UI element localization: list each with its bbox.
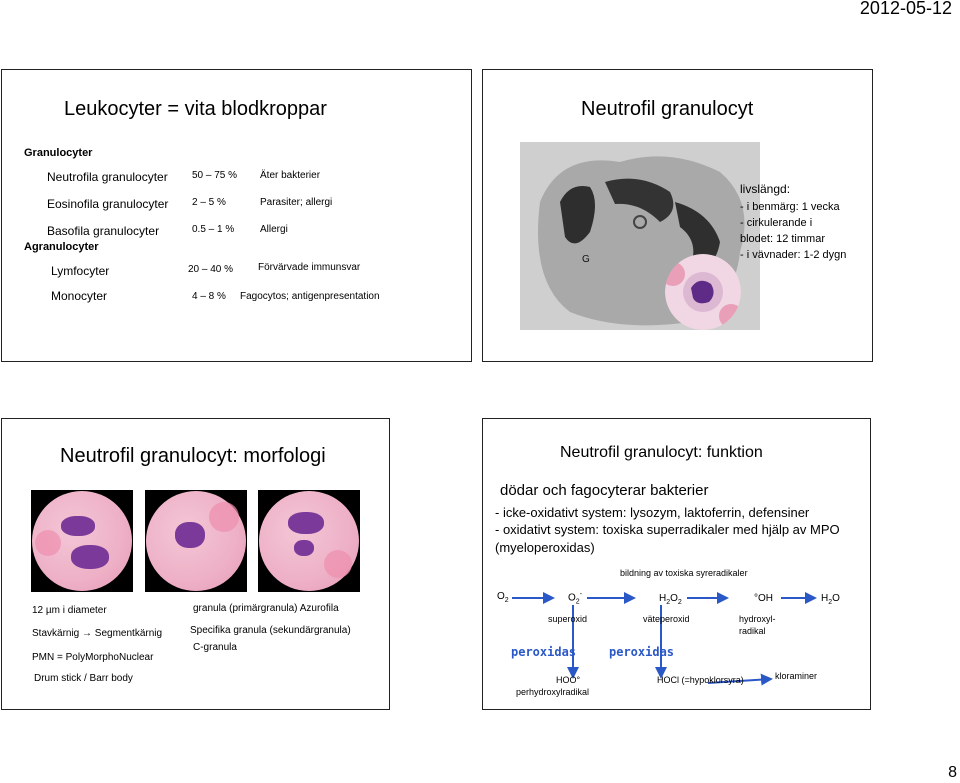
label-hydroxyl: hydroxyl- xyxy=(739,614,776,624)
slide-funktion xyxy=(482,418,871,710)
species-h2o: $H_2O$ xyxy=(821,593,840,606)
granula-item: granula (primärgranula) Azurofila xyxy=(193,603,339,614)
slide-neutrofil xyxy=(482,69,873,362)
blood-smear-image-3 xyxy=(258,490,360,592)
morph-item: PMN = PolyMorphoNuclear xyxy=(32,652,154,663)
lifespan-item: blodet: 12 timmar xyxy=(740,233,825,245)
blood-smear-image-2 xyxy=(145,490,247,592)
row-function: Äter bakterier xyxy=(260,170,321,181)
species-superoxide: $O_2^-$ xyxy=(568,591,583,606)
agranulocyter-heading: Agranulocyter xyxy=(24,241,99,253)
peroxidas-label: peroxidas xyxy=(511,645,577,659)
lifespan-item: - cirkulerande i xyxy=(740,217,813,229)
peroxidas-label: peroxidas xyxy=(609,645,675,659)
granula-item: Specifika granula (sekundärgranula) xyxy=(190,625,351,636)
granulocyter-heading: Granulocyter xyxy=(24,147,93,159)
row-percent: 2 – 5 % xyxy=(192,197,226,208)
row-function: Allergi xyxy=(260,224,288,235)
row-name: Monocyter xyxy=(51,289,108,303)
slide-title: Leukocyter = vita blodkroppar xyxy=(64,98,327,120)
label-superoxid: superoxid xyxy=(548,614,588,624)
row-name: Neutrofila granulocyter xyxy=(47,170,168,184)
row-function: Förvärvade immunsvar xyxy=(258,262,361,273)
header-date: 2012-05-12 xyxy=(859,0,952,18)
species-o2: $O_2$ xyxy=(497,591,509,604)
species-oh: °OH xyxy=(754,593,773,604)
blood-smear-image-1 xyxy=(31,490,133,592)
species-hoo: HOO° xyxy=(556,675,581,685)
slide-title: Neutrofil granulocyt: funktion xyxy=(560,444,763,461)
row-function: Parasiter; allergi xyxy=(260,197,333,208)
row-function: Fagocytos; antigenpresentation xyxy=(240,291,380,302)
label-vateperoxid: väteperoxid xyxy=(643,614,690,624)
morph-item: 12 µm i diameter xyxy=(32,605,107,616)
function-line: - oxidativt system: toxiska superradikaler med hjälp av MPO xyxy=(495,522,840,537)
row-percent: 4 – 8 % xyxy=(192,291,226,302)
label-kloraminer: kloraminer xyxy=(775,671,818,681)
lifespan-item: - i vävnader: 1-2 dygn xyxy=(740,249,847,261)
label-radikal: radikal xyxy=(739,626,766,636)
morph-item: Drum stick / Barr body xyxy=(34,673,133,684)
row-percent: 50 – 75 % xyxy=(192,170,238,181)
label-perhydroxyl: perhydroxylradikal xyxy=(516,687,590,697)
row-name: Eosinofila granulocyter xyxy=(47,197,169,211)
row-name: Lymfocyter xyxy=(51,264,110,278)
pathway-arrows xyxy=(483,419,872,711)
slide-leukocyter xyxy=(1,69,472,362)
pathway-title: bildning av toxiska syreradikaler xyxy=(620,568,748,578)
page-number: 8 xyxy=(948,764,957,781)
em-label: G xyxy=(582,254,590,265)
function-line: (myeloperoxidas) xyxy=(495,540,595,555)
lifespan-heading: livslängd: xyxy=(740,182,791,196)
slide-title: Neutrofil granulocyt xyxy=(581,98,754,120)
function-line: - icke-oxidativt system: lysozym, laktoferrin, defensiner xyxy=(495,505,810,520)
light-micrograph-inset xyxy=(665,254,741,330)
slide-title: Neutrofil granulocyt: morfologi xyxy=(60,445,326,467)
row-name: Basofila granulocyter xyxy=(47,224,160,238)
granula-item: C-granula xyxy=(193,642,237,653)
species-h2o2: $H_2O_2$ xyxy=(659,593,682,606)
slide-morfologi xyxy=(1,418,390,710)
lifespan-item: - i benmärg: 1 vecka xyxy=(740,201,840,213)
row-percent: 20 – 40 % xyxy=(188,264,234,275)
row-percent: 0.5 – 1 % xyxy=(192,224,235,235)
main-text: dödar och fagocyterar bakterier xyxy=(500,482,709,499)
morph-item: Stavkärnig → Segmentkärnig xyxy=(32,628,163,639)
species-hocl: HOCl (=hypoklorsyra) xyxy=(657,675,744,685)
